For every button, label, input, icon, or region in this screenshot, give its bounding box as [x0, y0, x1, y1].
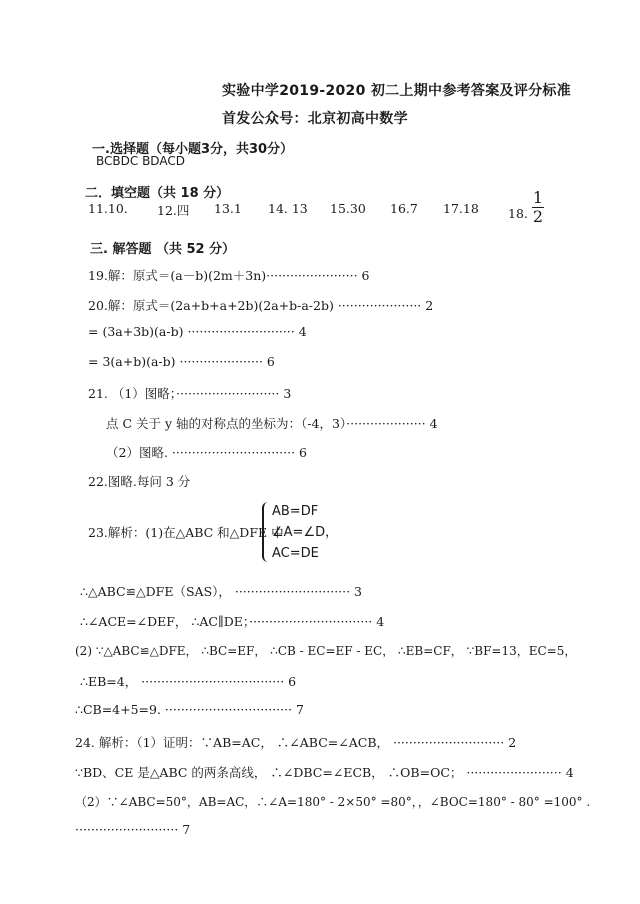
fill-answer-13: 13.1 [214, 201, 242, 216]
section3-heading: 三. 解答题 （共 52 分） [90, 242, 236, 257]
fraction-one-half [532, 190, 544, 225]
answer-23-line6: ∴CB=4+5=9. ································ 7 [75, 702, 305, 717]
answer-23-line3: ∴∠ACE=∠DEF， ∴AC∥DE；······························· 4 [80, 614, 385, 629]
answer-23-line4: (2) ∵△ABC≌△DFE， ∴BC=EF， ∴CB - EC=EF - EC， ∴EB=CF， ∵BF=13，EC=5， [75, 644, 577, 658]
fill-answer-17: 17.18 [443, 201, 479, 216]
answer-23-line2: ∴△ABC≌△DFE（SAS）， ····························· 3 [80, 584, 363, 599]
answer-24-line3: （2）∵∠ABC=50°，AB=AC，∴∠A=180° - 2×50° =80°，，∠BOC=180° - 80° =100° . [75, 795, 591, 809]
document-subtitle: 首发公众号：北京初高中数学 [222, 111, 408, 127]
answer-21-line1: 21. （1）图略；·························· 3 [88, 386, 292, 401]
fill-answer-14: 14. 13 [268, 201, 308, 216]
answer-21-line2: 点 C 关于 y 轴的对称点的坐标为：（-4，3）···················· 4 [106, 416, 438, 431]
fill-answer-11: 11.10. [88, 201, 128, 216]
answer-23-intro: 23.解析：(1)在△ABC 和△DFE 中 [88, 525, 284, 540]
answer-20-line3: = 3(a+b)(a-b) ····················· 6 [88, 354, 275, 369]
system-line-3: AC=DE [272, 546, 319, 561]
document-title: 实验中学2019-2020 初二上期中参考答案及评分标准 [222, 83, 572, 99]
answer-24-line4: ·························· 7 [75, 822, 191, 837]
answer-20-line1: 20.解：原式＝(2a+b+a+2b)(2a+b-a-2b) ····················· 2 [88, 298, 434, 313]
answer-19: 19.解：原式＝(a－b)(2m＋3n)······················· 6 [88, 268, 370, 283]
answer-23-line5: ∴EB=4， ···································· 6 [80, 674, 297, 689]
system-line-1: AB=DF [272, 504, 319, 519]
section1-heading: 一.选择题（每小题3分，共30分） [92, 142, 294, 157]
system-line-2: ∠A=∠D， [272, 525, 339, 540]
answer-22: 22.图略.每问 3 分 [88, 474, 191, 489]
answer-21-line3: （2）图略. ······························· 6 [106, 445, 308, 460]
section2-heading: 二．填空题（共 18 分） [85, 186, 230, 201]
section1-answers: BCBDC BDACD [96, 154, 185, 168]
fill-answer-18-label: 18. [508, 205, 528, 221]
answer-20-line2: = (3a+3b)(a-b) ··························· 4 [88, 324, 307, 339]
fill-answer-18 [508, 190, 544, 225]
fill-answer-12: 12.四 [157, 203, 190, 218]
fraction-numerator: 1 [532, 188, 544, 207]
fraction-denominator: 2 [532, 207, 544, 226]
answer-24-line2: ∵BD、CE 是△ABC 的两条高线， ∴∠DBC=∠ECB， ∴OB=OC； ························ 4 [75, 765, 574, 780]
fill-answer-15: 15.30 [330, 201, 366, 216]
fill-answer-16: 16.7 [390, 201, 418, 216]
answer-24-line1: 24. 解析：（1）证明：∵AB=AC， ∴∠ABC=∠ACB， ···························· 2 [75, 735, 517, 750]
